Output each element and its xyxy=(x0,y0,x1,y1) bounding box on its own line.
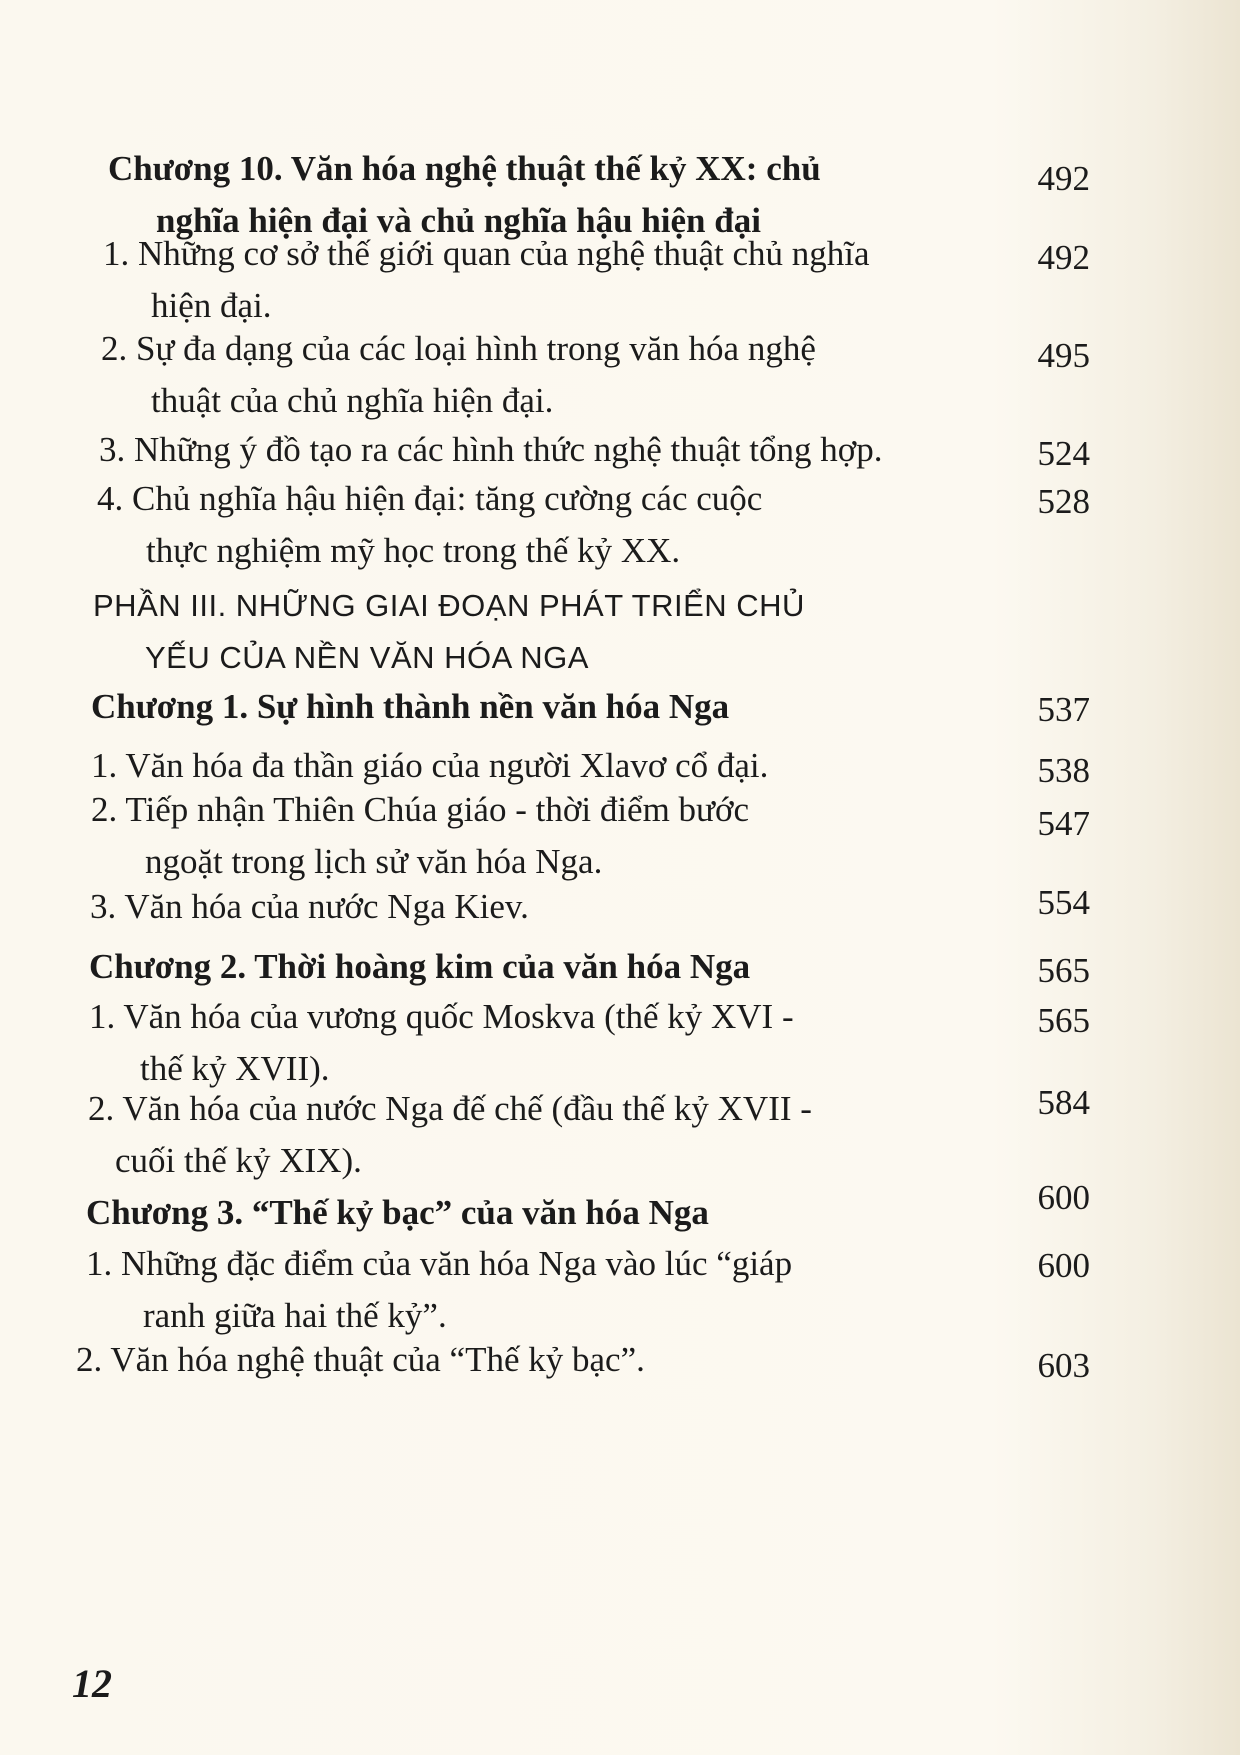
toc-line: 1. Văn hóa đa thần giáo của người Xlavơ cổ đại. xyxy=(91,746,769,785)
toc-line: Chương 10. Văn hóa nghệ thuật thế kỷ XX: chủ xyxy=(108,149,821,188)
toc-line: 2. Tiếp nhận Thiên Chúa giáo - thời điểm bước xyxy=(91,790,750,829)
toc-line: Chương 3. “Thế kỷ bạc” của văn hóa Nga xyxy=(86,1193,709,1232)
toc-line: PHẦN III. NHỮNG GIAI ĐOẠN PHÁT TRIỂN CHỦ xyxy=(93,588,805,623)
toc-page-number: 492 xyxy=(1037,238,1090,277)
toc-page-number: 528 xyxy=(1037,482,1090,521)
toc-line: hiện đại. xyxy=(151,286,272,325)
toc-line: thế kỷ XVII). xyxy=(140,1049,330,1088)
toc-entry-title xyxy=(89,991,794,1095)
toc-entry-title xyxy=(90,881,529,933)
toc-entry-title xyxy=(99,424,883,476)
toc-entry-title xyxy=(103,228,870,332)
toc-entry-title xyxy=(101,323,816,427)
toc-page-number: 554 xyxy=(1037,883,1090,922)
toc-entry-title xyxy=(86,1187,709,1239)
toc-line: ngoặt trong lịch sử văn hóa Nga. xyxy=(145,842,603,881)
toc-line: 2. Văn hóa của nước Nga đế chế (đầu thế kỷ XVII - xyxy=(88,1089,812,1128)
toc-entry-title xyxy=(89,941,750,993)
toc-entry-title xyxy=(86,1238,792,1342)
toc-line: 3. Những ý đồ tạo ra các hình thức nghệ thuật tổng hợp. xyxy=(99,430,883,469)
toc-entry-title xyxy=(76,1334,645,1386)
toc-page-number: 565 xyxy=(1037,1001,1090,1040)
page-folio-number: 12 xyxy=(72,1661,112,1706)
toc-page-number: 600 xyxy=(1037,1246,1090,1285)
toc-line: thực nghiệm mỹ học trong thế kỷ XX. xyxy=(146,531,681,570)
toc-entry-title xyxy=(97,473,762,577)
toc-line: 1. Những đặc điểm của văn hóa Nga vào lúc “giáp xyxy=(86,1244,793,1283)
toc-page-number: 495 xyxy=(1037,336,1090,375)
toc-line: 2. Văn hóa nghệ thuật của “Thế kỷ bạc”. xyxy=(76,1340,645,1379)
toc-line: Chương 1. Sự hình thành nền văn hóa Nga xyxy=(91,687,730,726)
toc-page-number: 492 xyxy=(1037,159,1090,198)
toc-entry-title xyxy=(88,1083,812,1187)
toc-line: 1. Văn hóa của vương quốc Moskva (thế kỷ XVI - xyxy=(89,997,794,1036)
toc-line: 2. Sự đa dạng của các loại hình trong văn hóa nghệ xyxy=(101,329,816,368)
toc-line: cuối thế kỷ XIX). xyxy=(115,1141,362,1180)
toc-line: Chương 2. Thời hoàng kim của văn hóa Nga xyxy=(89,947,751,986)
toc-line: 3. Văn hóa của nước Nga Kiev. xyxy=(90,887,529,926)
toc-page-number: 600 xyxy=(1037,1178,1090,1217)
toc-line: thuật của chủ nghĩa hiện đại. xyxy=(151,381,554,420)
toc-line: 1. Những cơ sở thế giới quan của nghệ thuật chủ nghĩa xyxy=(103,234,870,273)
toc-page-number: 565 xyxy=(1037,951,1090,990)
toc-page-number: 537 xyxy=(1037,690,1090,729)
toc-page-number: 524 xyxy=(1037,434,1090,473)
toc-entry-title xyxy=(91,681,729,733)
toc-line: YẾU CỦA NỀN VĂN HÓA NGA xyxy=(145,640,589,675)
toc-line: ranh giữa hai thế kỷ”. xyxy=(143,1296,447,1335)
toc-line: 4. Chủ nghĩa hậu hiện đại: tăng cường các cuộc xyxy=(97,479,763,518)
toc-entry-title xyxy=(91,784,749,888)
toc-page-number: 538 xyxy=(1037,751,1090,790)
toc-page-number: 603 xyxy=(1037,1346,1090,1385)
toc-entry-title xyxy=(93,580,805,684)
toc-line: nghĩa hiện đại và chủ nghĩa hậu hiện đại xyxy=(156,201,761,240)
toc-page-number: 547 xyxy=(1037,804,1090,843)
toc-page-number: 584 xyxy=(1037,1083,1090,1122)
